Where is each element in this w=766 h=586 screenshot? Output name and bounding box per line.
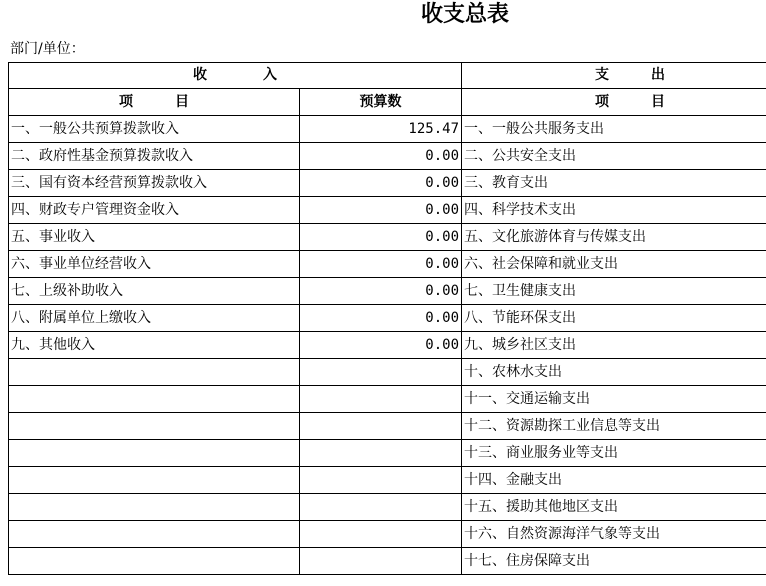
expense-item-cell: 十七、住房保障支出: [462, 548, 766, 575]
expense-item-cell: 二、公共安全支出: [462, 143, 766, 170]
table-row: [9, 548, 766, 575]
expense-item-cell: 十二、资源勘探工业信息等支出: [462, 413, 766, 440]
income-item-cell: 二、政府性基金预算拨款收入: [9, 143, 300, 170]
revenue-expenditure-table: [8, 62, 766, 575]
table-row: [9, 170, 766, 197]
income-item-header: 项 目: [9, 89, 300, 116]
expense-item-cell: 十一、交通运输支出: [462, 386, 766, 413]
budget-amount-cell: [300, 413, 462, 440]
expense-group-header: 支 出: [462, 63, 766, 89]
expense-item-cell: 六、社会保障和就业支出: [462, 251, 766, 278]
expense-item-cell: 三、教育支出: [462, 170, 766, 197]
income-group-header: 收 入: [9, 63, 462, 89]
expense-item-header: 项 目: [462, 89, 766, 116]
income-item-cell: 一、一般公共预算拨款收入: [9, 116, 300, 143]
expense-item-cell: 十四、金融支出: [462, 467, 766, 494]
budget-amount-cell: [300, 521, 462, 548]
budget-amount-cell: 0.00: [300, 170, 462, 197]
table-row: [9, 359, 766, 386]
income-item-cell: [9, 440, 300, 467]
budget-amount-cell: 0.00: [300, 197, 462, 224]
expense-item-cell: 一、一般公共服务支出: [462, 116, 766, 143]
income-item-cell: 五、事业收入: [9, 224, 300, 251]
expense-item-cell: 八、节能环保支出: [462, 305, 766, 332]
table-row: [9, 521, 766, 548]
income-item-cell: 六、事业单位经营收入: [9, 251, 300, 278]
income-item-cell: [9, 548, 300, 575]
table-row: [9, 413, 766, 440]
group-header-row: [9, 63, 766, 89]
income-item-cell: 八、附属单位上缴收入: [9, 305, 300, 332]
income-item-cell: 九、其他收入: [9, 332, 300, 359]
department-unit-label: 部门/单位：: [10, 41, 85, 57]
table-row: [9, 143, 766, 170]
budget-amount-cell: [300, 359, 462, 386]
budget-amount-cell: 0.00: [300, 251, 462, 278]
budget-amount-cell: [300, 494, 462, 521]
table-row: [9, 332, 766, 359]
budget-amount-cell: [300, 467, 462, 494]
table-row: [9, 467, 766, 494]
table-row: [9, 440, 766, 467]
budget-amount-cell: [300, 440, 462, 467]
expense-item-cell: 十五、援助其他地区支出: [462, 494, 766, 521]
table-row: [9, 305, 766, 332]
table-row: [9, 494, 766, 521]
table-row: [9, 278, 766, 305]
expense-item-cell: 十、农林水支出: [462, 359, 766, 386]
budget-amount-cell: [300, 548, 462, 575]
income-item-cell: [9, 521, 300, 548]
expense-item-cell: 四、科学技术支出: [462, 197, 766, 224]
income-item-cell: 七、上级补助收入: [9, 278, 300, 305]
expense-item-cell: 十三、商业服务业等支出: [462, 440, 766, 467]
expense-item-cell: 七、卫生健康支出: [462, 278, 766, 305]
expense-item-cell: 九、城乡社区支出: [462, 332, 766, 359]
budget-amount-cell: 0.00: [300, 305, 462, 332]
column-header-row: [9, 89, 766, 116]
table-row: [9, 116, 766, 143]
income-item-cell: 四、财政专户管理资金收入: [9, 197, 300, 224]
table-row: [9, 251, 766, 278]
income-item-cell: 三、国有资本经营预算拨款收入: [9, 170, 300, 197]
budget-amount-cell: 125.47: [300, 116, 462, 143]
budget-amount-cell: 0.00: [300, 278, 462, 305]
income-item-cell: [9, 386, 300, 413]
budget-amount-cell: [300, 386, 462, 413]
expense-item-cell: 十六、自然资源海洋气象等支出: [462, 521, 766, 548]
budget-amount-cell: 0.00: [300, 332, 462, 359]
income-item-cell: [9, 359, 300, 386]
table-row: [9, 197, 766, 224]
table-row: [9, 224, 766, 251]
budget-amount-header: 预算数: [300, 89, 462, 116]
income-item-cell: [9, 494, 300, 521]
income-item-cell: [9, 467, 300, 494]
table-row: [9, 386, 766, 413]
expense-item-cell: 五、文化旅游体育与传媒支出: [462, 224, 766, 251]
income-item-cell: [9, 413, 300, 440]
page-title: 收支总表: [420, 1, 509, 27]
budget-amount-cell: 0.00: [300, 143, 462, 170]
budget-amount-cell: 0.00: [300, 224, 462, 251]
